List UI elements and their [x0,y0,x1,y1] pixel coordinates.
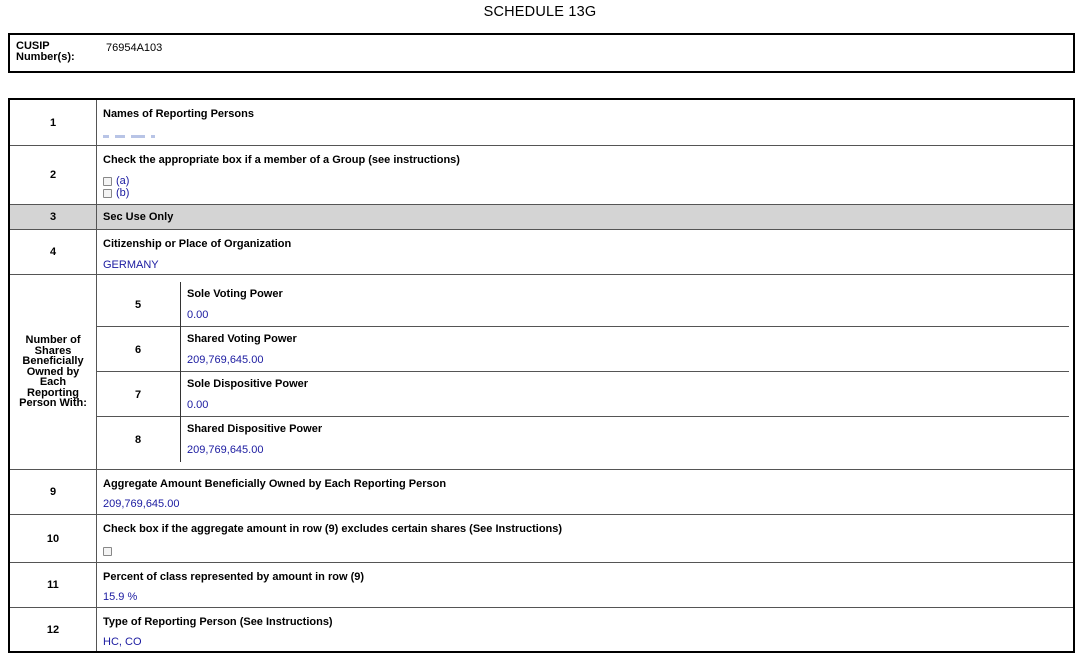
cusip-label: CUSIP Number(s): [16,40,75,63]
row-label: Check the appropriate box if a member of a Group (see instructions) [103,154,460,166]
cover-page-table [8,98,1075,653]
row-percent-of-class [10,563,1073,608]
row-label: Sec Use Only [103,211,174,223]
row-label: Shared Voting Power [187,333,297,345]
cusip-section [8,33,1075,73]
row-number: 4 [10,230,97,274]
row-sec-use-only [10,205,1073,230]
row-label: Sole Dispositive Power [187,378,309,390]
row-number: 5 [134,298,142,311]
row-label: Percent of class represented by amount in row (9) [103,571,365,583]
row-value: 209,769,645.00 [103,498,180,510]
row-value: 209,769,645.00 [187,444,264,456]
row-number: 3 [10,205,97,229]
group-option-b[interactable] [103,187,129,199]
redacted-name [103,128,183,136]
row-number: 1 [10,100,97,145]
row-value: 0.00 [187,309,209,321]
row-excludes-certain-shares [10,515,1073,563]
row-label: Aggregate Amount Beneficially Owned by Each Reporting Person [103,478,447,490]
excludes-shares-checkbox[interactable] [103,547,112,556]
row-value: GERMANY [103,259,159,271]
row-number: 7 [134,388,142,401]
row-number: 12 [10,608,97,651]
row-value: 209,769,645.00 [187,354,264,366]
checkbox-a[interactable] [103,177,112,186]
checkbox-label-a: (a) [116,175,130,188]
row-number: 6 [134,343,142,356]
shares-beneficially-owned-label [10,275,97,469]
row-value: 15.9 % [103,591,138,603]
row-shared-voting-power [96,327,1069,372]
row-citizenship [10,230,1073,275]
row-number: 9 [10,470,97,514]
row-label: Names of Reporting Persons [103,108,254,120]
row-names-of-reporting-persons [10,100,1073,146]
row-shared-dispositive-power [96,417,1069,462]
row-sole-dispositive-power [96,372,1069,417]
checkbox-b[interactable] [103,189,112,198]
row-label: Check box if the aggregate amount in row (9) excludes certain shares (See Instructions) [103,523,563,535]
row-number: 8 [134,433,142,446]
row-number: 11 [10,563,97,607]
page-title: SCHEDULE 13G [483,4,597,20]
row-number: 10 [10,515,97,562]
row-label: Type of Reporting Person (See Instructions) [103,616,333,628]
row-aggregate-amount [10,470,1073,515]
excludes-shares-option[interactable] [103,545,112,557]
row-value: 0.00 [187,399,209,411]
row-type-of-reporting-person [10,608,1073,651]
row-label: Shared Dispositive Power [187,423,323,435]
group-option-a[interactable] [103,175,129,187]
shares-label-text: Number of Shares Beneficially Owned by Each Reporting Person With: [19,334,87,410]
row-value: HC, CO [103,636,142,648]
cusip-value: 76954A103 [106,42,163,54]
checkbox-label-b: (b) [116,187,130,200]
row-sole-voting-power [96,282,1069,327]
row-shares-block [10,275,1073,470]
row-number: 2 [10,146,97,204]
row-label: Sole Voting Power [187,288,283,300]
row-label: Citizenship or Place of Organization [103,238,292,250]
row-group-member [10,146,1073,205]
